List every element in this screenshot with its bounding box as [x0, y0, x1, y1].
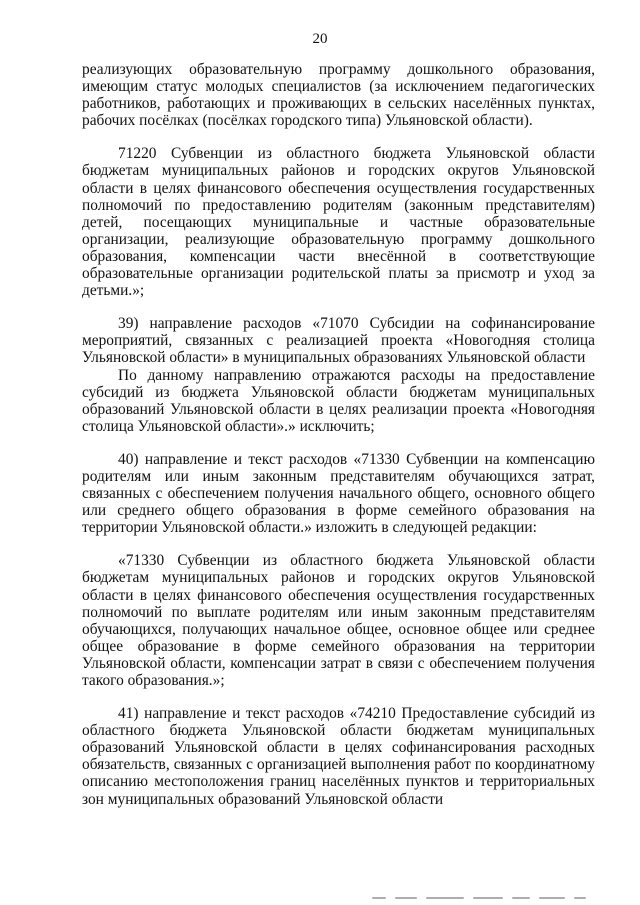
paragraph-item-39-description: По данному направлению отражаются расходы на предоставление субсидий из бюджета Ульяновской области бюджетам муниципальных образований Ульяновской области в целях реализации проекта «Новогодняя столица Ульяновской области».» исключить;	[82, 366, 595, 435]
paragraph-71220: 71220 Субвенции из областного бюджета Ульяновской области бюджетам муниципальных районов и городских округов Ульяновской области в целях финансового обеспечения осуществления государственных полномочий по предоставлению родителям (законным представителям) детей, посещающих муниципальные и частные образовательные организации, реализующие образовательную программу дошкольного образования, компенсации части внесённой в соответствующие образовательные организации родительской платы за присмотр и уход за детьми.»;	[82, 145, 595, 300]
paragraph-item-40: 40) направление и текст расходов «71330 Субвенции на компенсацию родителям или иным законным представителям обучающихся затрат, связанных с обеспечением получения начального общего, основного общего или среднего общего образования в форме семейного образования на территории Ульяновской области.» изложить в следующей редакции:	[82, 450, 595, 537]
paragraph-continuation: реализующих образовательную программу дошкольного образования, имеющим статус молодых специалистов (за исключением педагогических работников, работающих и проживающих в сельских населённых пунктах, рабочих посёлках (посёлках городского типа) Ульяновской области).	[82, 61, 595, 130]
paragraph-item-39: 39) направление расходов «71070 Субсидии на софинансирование мероприятий, связанных с реализацией проекта «Новогодняя столица Ульяновской области» в муниципальных образованиях Ульяновской области	[82, 315, 595, 367]
paragraph-71330: «71330 Субвенции из областного бюджета Ульяновской области бюджетам муниципальных районов и городских округов Ульяновской области в целях финансового обеспечения осуществления государственных полномочий по выплате родителям или иным законным представителям обучающихся, получающих начальное общее, основное общее или среднее общее образование в форме семейного образования на территории Ульяновской области, компенсации затрат в связи с обеспечением получения такого образования.»;	[82, 552, 595, 689]
page-number: 20	[312, 31, 328, 47]
paragraph-item-41: 41) направление и текст расходов «74210 Предоставление субсидий из областного бюджета Ульяновской области бюджетам муниципальных образований Ульяновской области в целях софинансирования расходных обязательств, связанных с организацией выполнения работ по координатному описанию местоположения границ населённых пунктов и территориальных зон муниципальных образований Ульяновской области	[82, 705, 595, 808]
scan-artifact	[372, 896, 622, 900]
document-body	[82, 61, 595, 808]
